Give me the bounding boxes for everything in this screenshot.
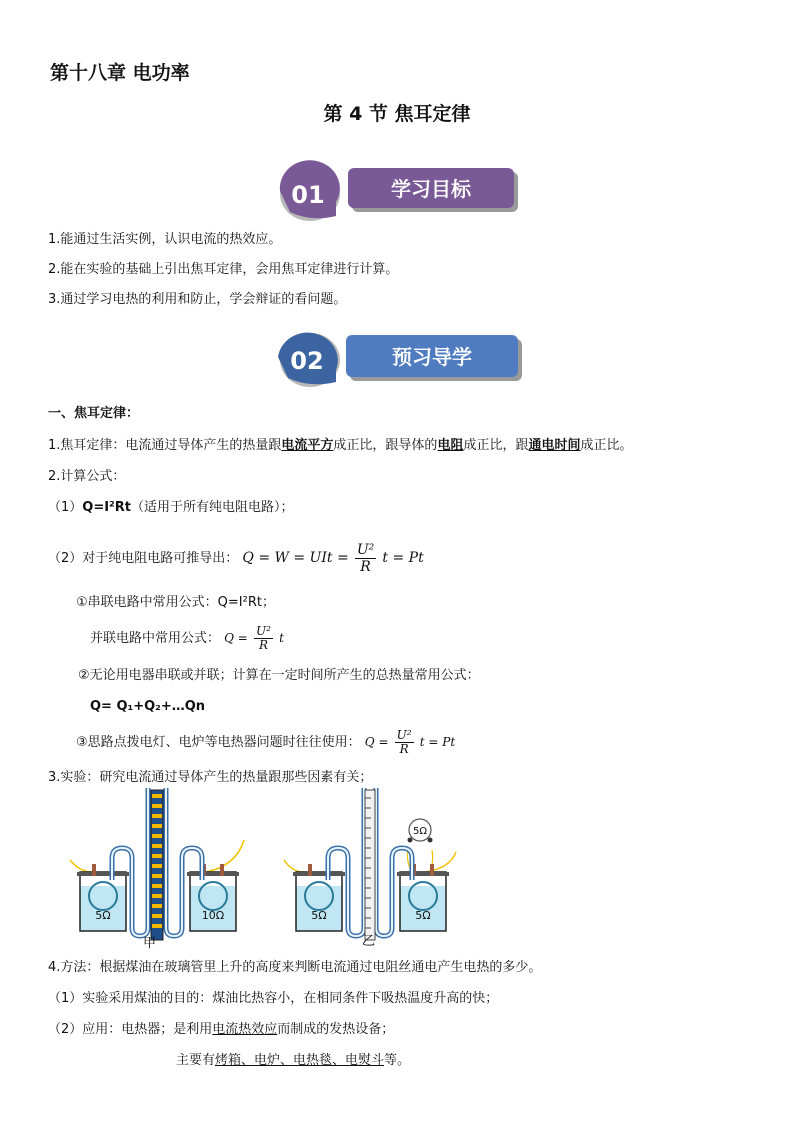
preview-heading: 一、焦耳定律：	[48, 406, 140, 421]
tip-left: Q =	[364, 735, 389, 749]
banner-number: 02	[290, 347, 324, 375]
chapter-title: 第十八章 电功率	[50, 62, 190, 84]
objective-2: 2.能在实验的基础上引出焦耳定律，会用焦耳定律进行计算。	[48, 262, 399, 277]
parallel-left: Q =	[224, 631, 248, 645]
f2-numerator: U²	[356, 542, 375, 558]
experiment-diagram	[66, 788, 466, 948]
banner-label: 学习目标	[391, 177, 471, 201]
experiment-line: 3.实验：研究电流通过导体产生的热量跟那些因素有关；	[48, 770, 373, 785]
tip-fraction	[395, 729, 414, 756]
f1-label: （1）	[48, 500, 83, 515]
total-heat-formula: Q= Q₁+Q₂+…Qn	[90, 699, 206, 714]
resistor-left-2: 10Ω	[201, 909, 225, 922]
banner-preview-guide	[270, 330, 530, 392]
f2-fraction	[355, 542, 376, 575]
blank-resistance: 电阻	[437, 438, 464, 453]
application-line	[48, 1020, 394, 1040]
objective-1: 1.能通过生活实例，认识电流的热效应。	[48, 232, 282, 247]
blank-heat-effect: 电流热效应	[212, 1022, 278, 1037]
main-devices-line	[176, 1051, 410, 1071]
tip-denominator: R	[399, 742, 409, 756]
law-mid2: 成正比，跟	[463, 438, 529, 453]
banner-label: 预习导学	[392, 345, 472, 369]
tip-text: ③思路点拨电灯、电炉等电热器问题时往往使用：	[76, 735, 361, 750]
parallel-text: 并联电路中常用公式：	[90, 631, 221, 646]
resistor-right-1: 5Ω	[311, 909, 327, 922]
parallel-right: t	[279, 631, 284, 645]
law-suffix: 成正比。	[580, 438, 633, 453]
section-title: 第 4 节 焦耳定律	[323, 103, 471, 125]
parallel-fraction	[254, 625, 273, 652]
purpose-line: （1）实验采用煤油的目的：煤油比热容小，在相同条件下吸热温度升高的快；	[48, 991, 499, 1006]
tip-right: t = Pt	[419, 735, 456, 749]
resistor-external: 5Ω	[412, 826, 428, 837]
formula-2	[48, 538, 424, 579]
apparatus-left	[70, 788, 244, 940]
apparatus-right	[284, 788, 456, 940]
f2-math-right: t = Pt	[382, 550, 424, 566]
figure-caption-right: 乙	[362, 934, 376, 949]
application-prefix: （2）应用：电热器；是利用	[48, 1022, 213, 1037]
f2-text: （2）对于纯电阻电路可推导出：	[48, 551, 239, 566]
main-suffix: 等。	[384, 1053, 411, 1068]
parallel-denominator: R	[258, 638, 268, 652]
law-mid1: 成正比，跟导体的	[333, 438, 438, 453]
f2-denominator: R	[360, 559, 371, 575]
formula-1	[48, 498, 294, 518]
f2-math-left: Q = W = UIt =	[242, 550, 349, 566]
objective-3: 3.通过学习电热的利用和防止，学会辩证的看问题。	[48, 292, 347, 307]
blank-current-squared: 电流平方	[281, 438, 334, 453]
application-suffix: 而制成的发热设备；	[277, 1022, 395, 1037]
f1-formula: Q=I²Rt	[82, 500, 131, 515]
main-prefix: 主要有	[176, 1053, 216, 1068]
f1-note: （适用于所有纯电阻电路）；	[130, 500, 294, 515]
main-devices: 烤箱、电炉、电热毯、电熨斗	[215, 1053, 385, 1068]
method-line: 4.方法：根据煤油在玻璃管里上升的高度来判断电流通过电阻丝通电产生电热的多少。	[48, 960, 542, 975]
banner-learning-goals	[270, 160, 530, 222]
banner-number: 01	[291, 181, 325, 209]
tip-formula	[76, 722, 455, 763]
series-formula: ①串联电路中常用公式：Q=I²Rt；	[76, 595, 275, 610]
total-heat-text: ②无论用电器串联或并联；计算在一定时间所产生的总热量常用公式：	[78, 668, 480, 683]
joule-law-statement	[48, 436, 633, 456]
law-prefix: 1.焦耳定律：电流通过导体产生的热量跟	[48, 438, 282, 453]
blank-time: 通电时间	[528, 438, 581, 453]
parallel-numerator: U²	[256, 624, 271, 638]
resistor-left-1: 5Ω	[95, 909, 111, 922]
resistor-right-2: 5Ω	[415, 909, 431, 922]
formula-title: 2.计算公式：	[48, 469, 126, 484]
parallel-formula	[90, 618, 284, 659]
figure-caption-left: 甲	[143, 936, 157, 951]
tip-numerator: U²	[396, 728, 412, 742]
